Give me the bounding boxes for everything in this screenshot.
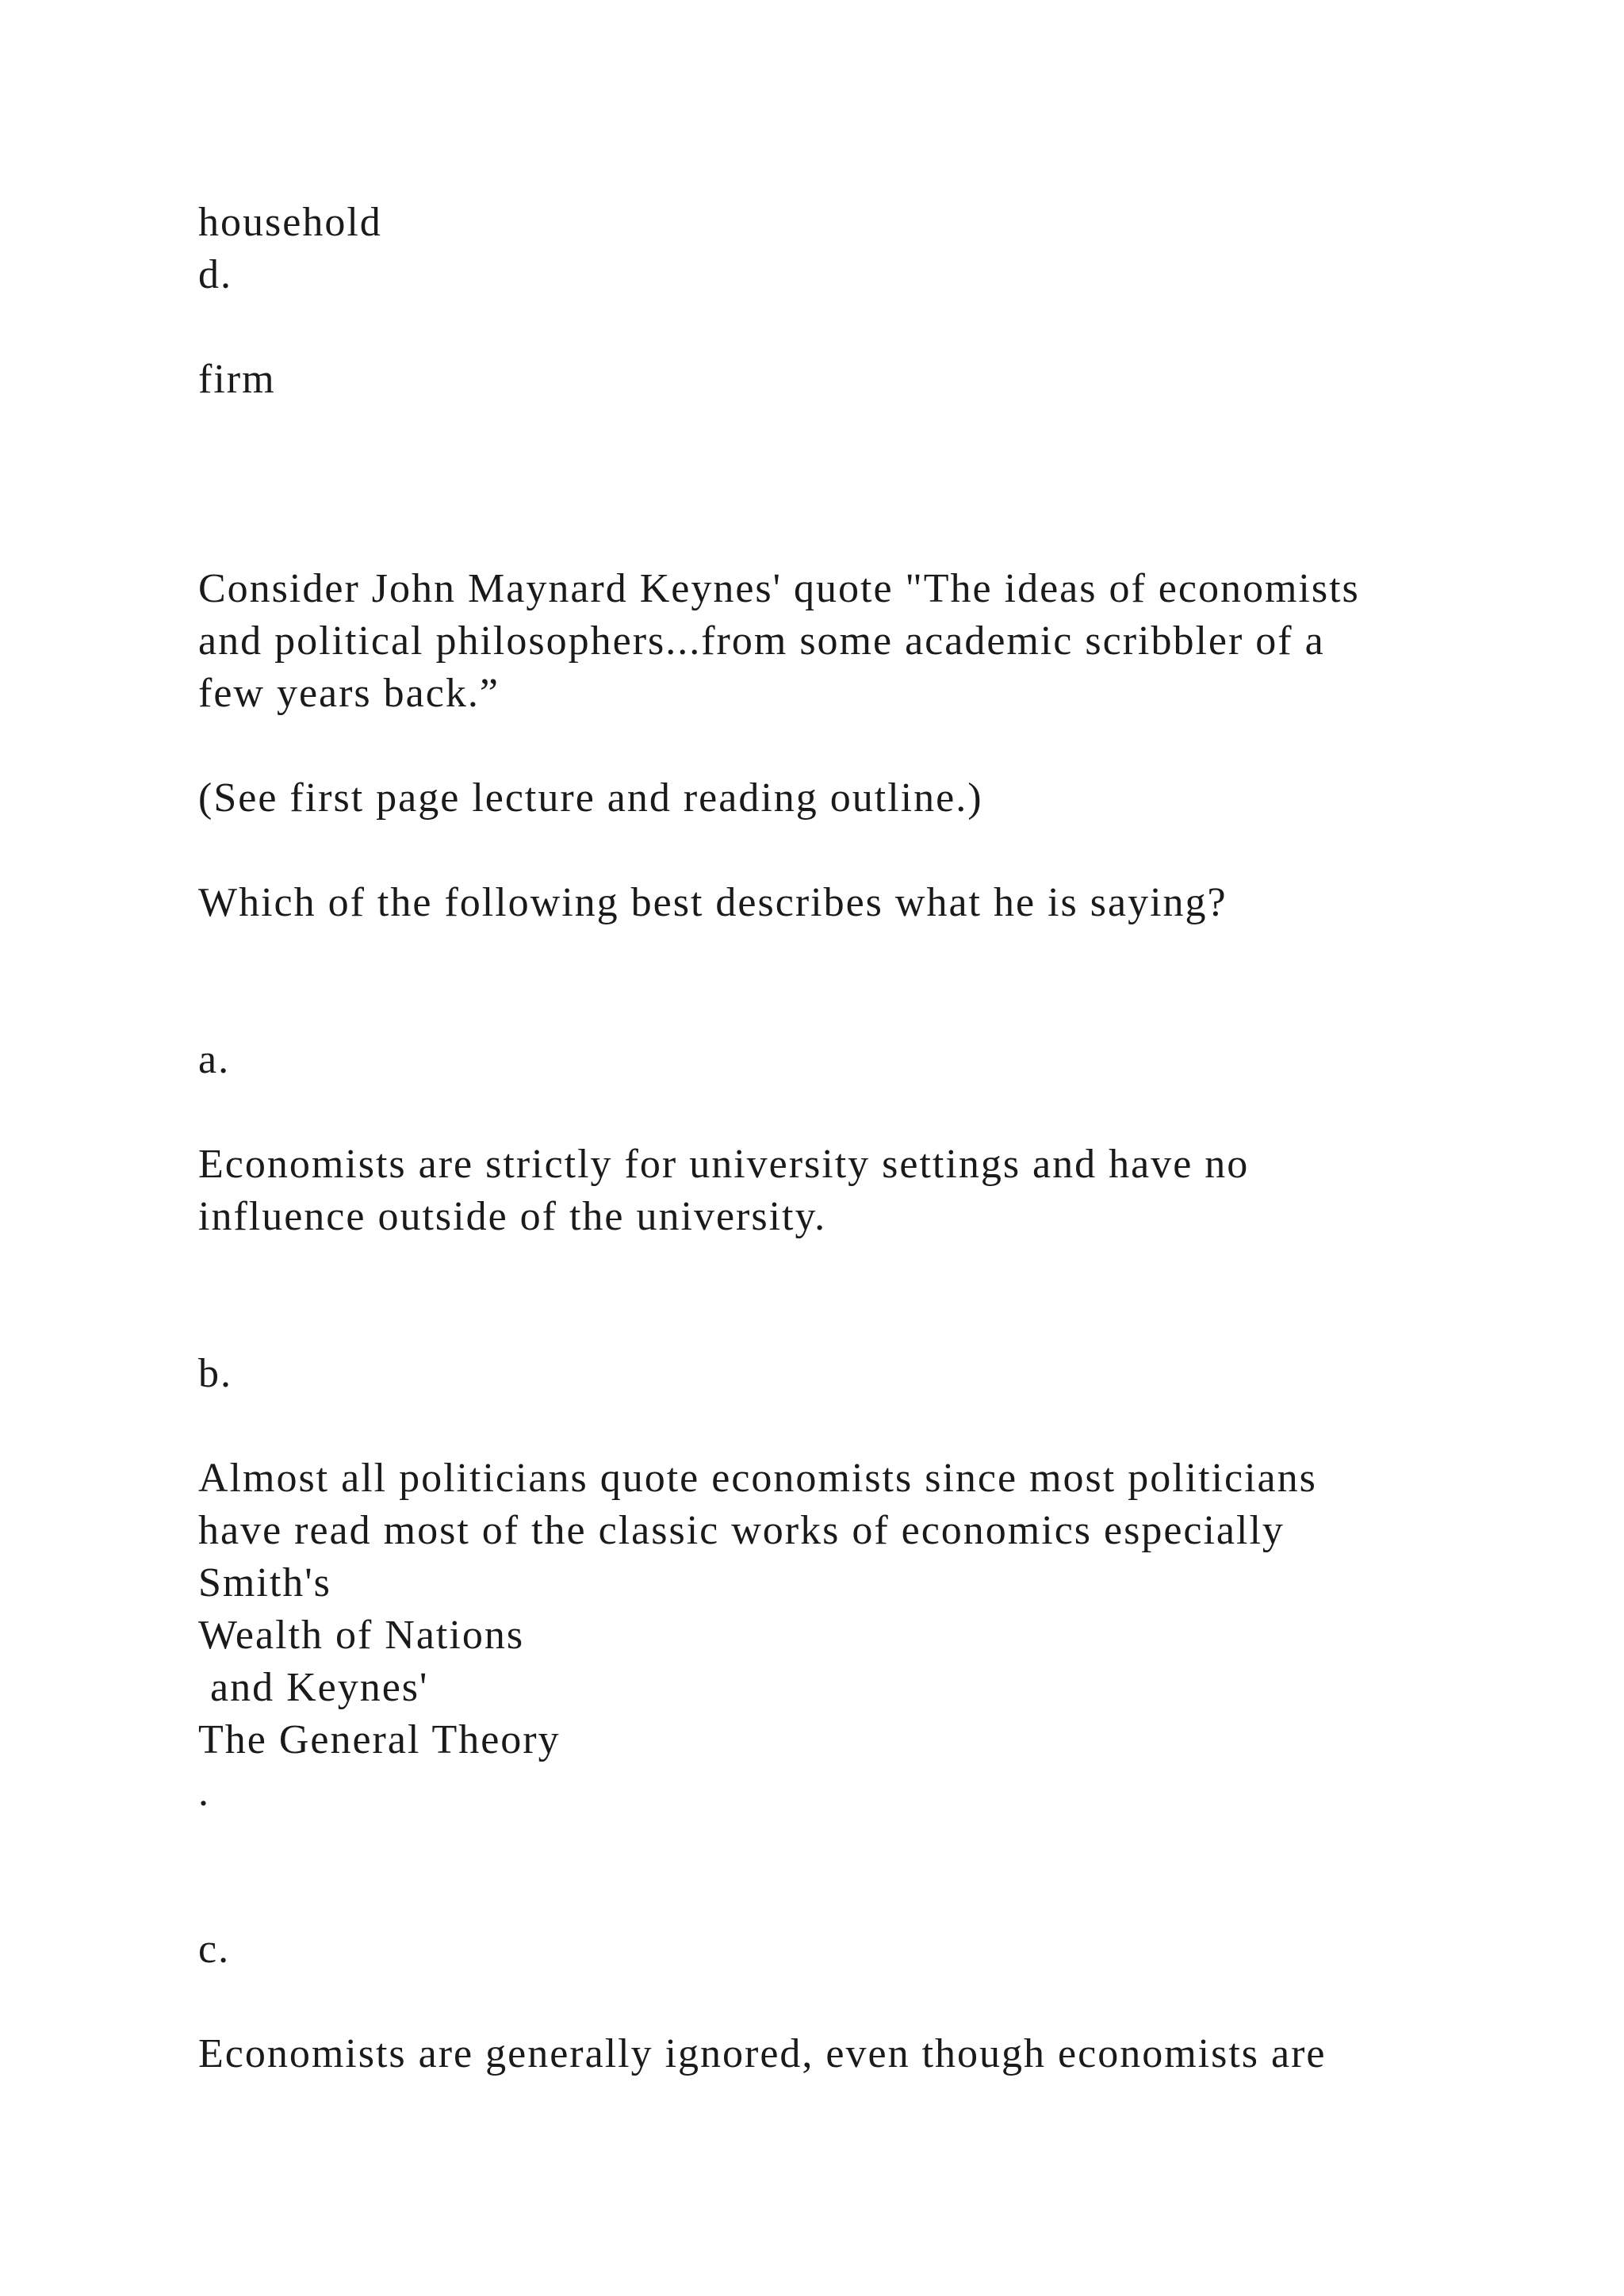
option-b-line-3: Smith's — [198, 1560, 331, 1605]
option-b-line-4: Wealth of Nations — [198, 1613, 525, 1658]
prev-option-d-text: firm — [198, 357, 276, 402]
prev-option-c-text: household — [198, 200, 382, 245]
option-b-line-6: The General Theory — [198, 1717, 561, 1762]
question-prompt-line-1: Consider John Maynard Keynes' quote "The ideas of economists — [198, 566, 1360, 611]
question-instruction: Which of the following best describes what he is saying? — [198, 880, 1228, 925]
option-b-line-7: . — [198, 1770, 210, 1815]
option-b-line-1: Almost all politicians quote economists since most politicians — [198, 1456, 1317, 1501]
option-c-marker: c. — [198, 1927, 231, 1972]
option-a-marker: a. — [198, 1037, 231, 1082]
question-prompt-line-2: and political philosophers...from some academic scribbler of a — [198, 618, 1325, 664]
option-b-marker: b. — [198, 1351, 232, 1396]
question-prompt-line-3: few years back.” — [198, 671, 500, 716]
option-b-line-5: and Keynes' — [198, 1665, 429, 1710]
option-b-line-2: have read most of the classic works of economics especially — [198, 1508, 1285, 1553]
reference-note: (See first page lecture and reading outline.) — [198, 775, 983, 821]
option-c-line-1: Economists are generally ignored, even though economists are — [198, 2031, 1327, 2076]
option-a-line-1: Economists are strictly for university settings and have no — [198, 1142, 1250, 1187]
prev-option-d-marker: d. — [198, 252, 232, 297]
option-a-line-2: influence outside of the university. — [198, 1194, 827, 1239]
